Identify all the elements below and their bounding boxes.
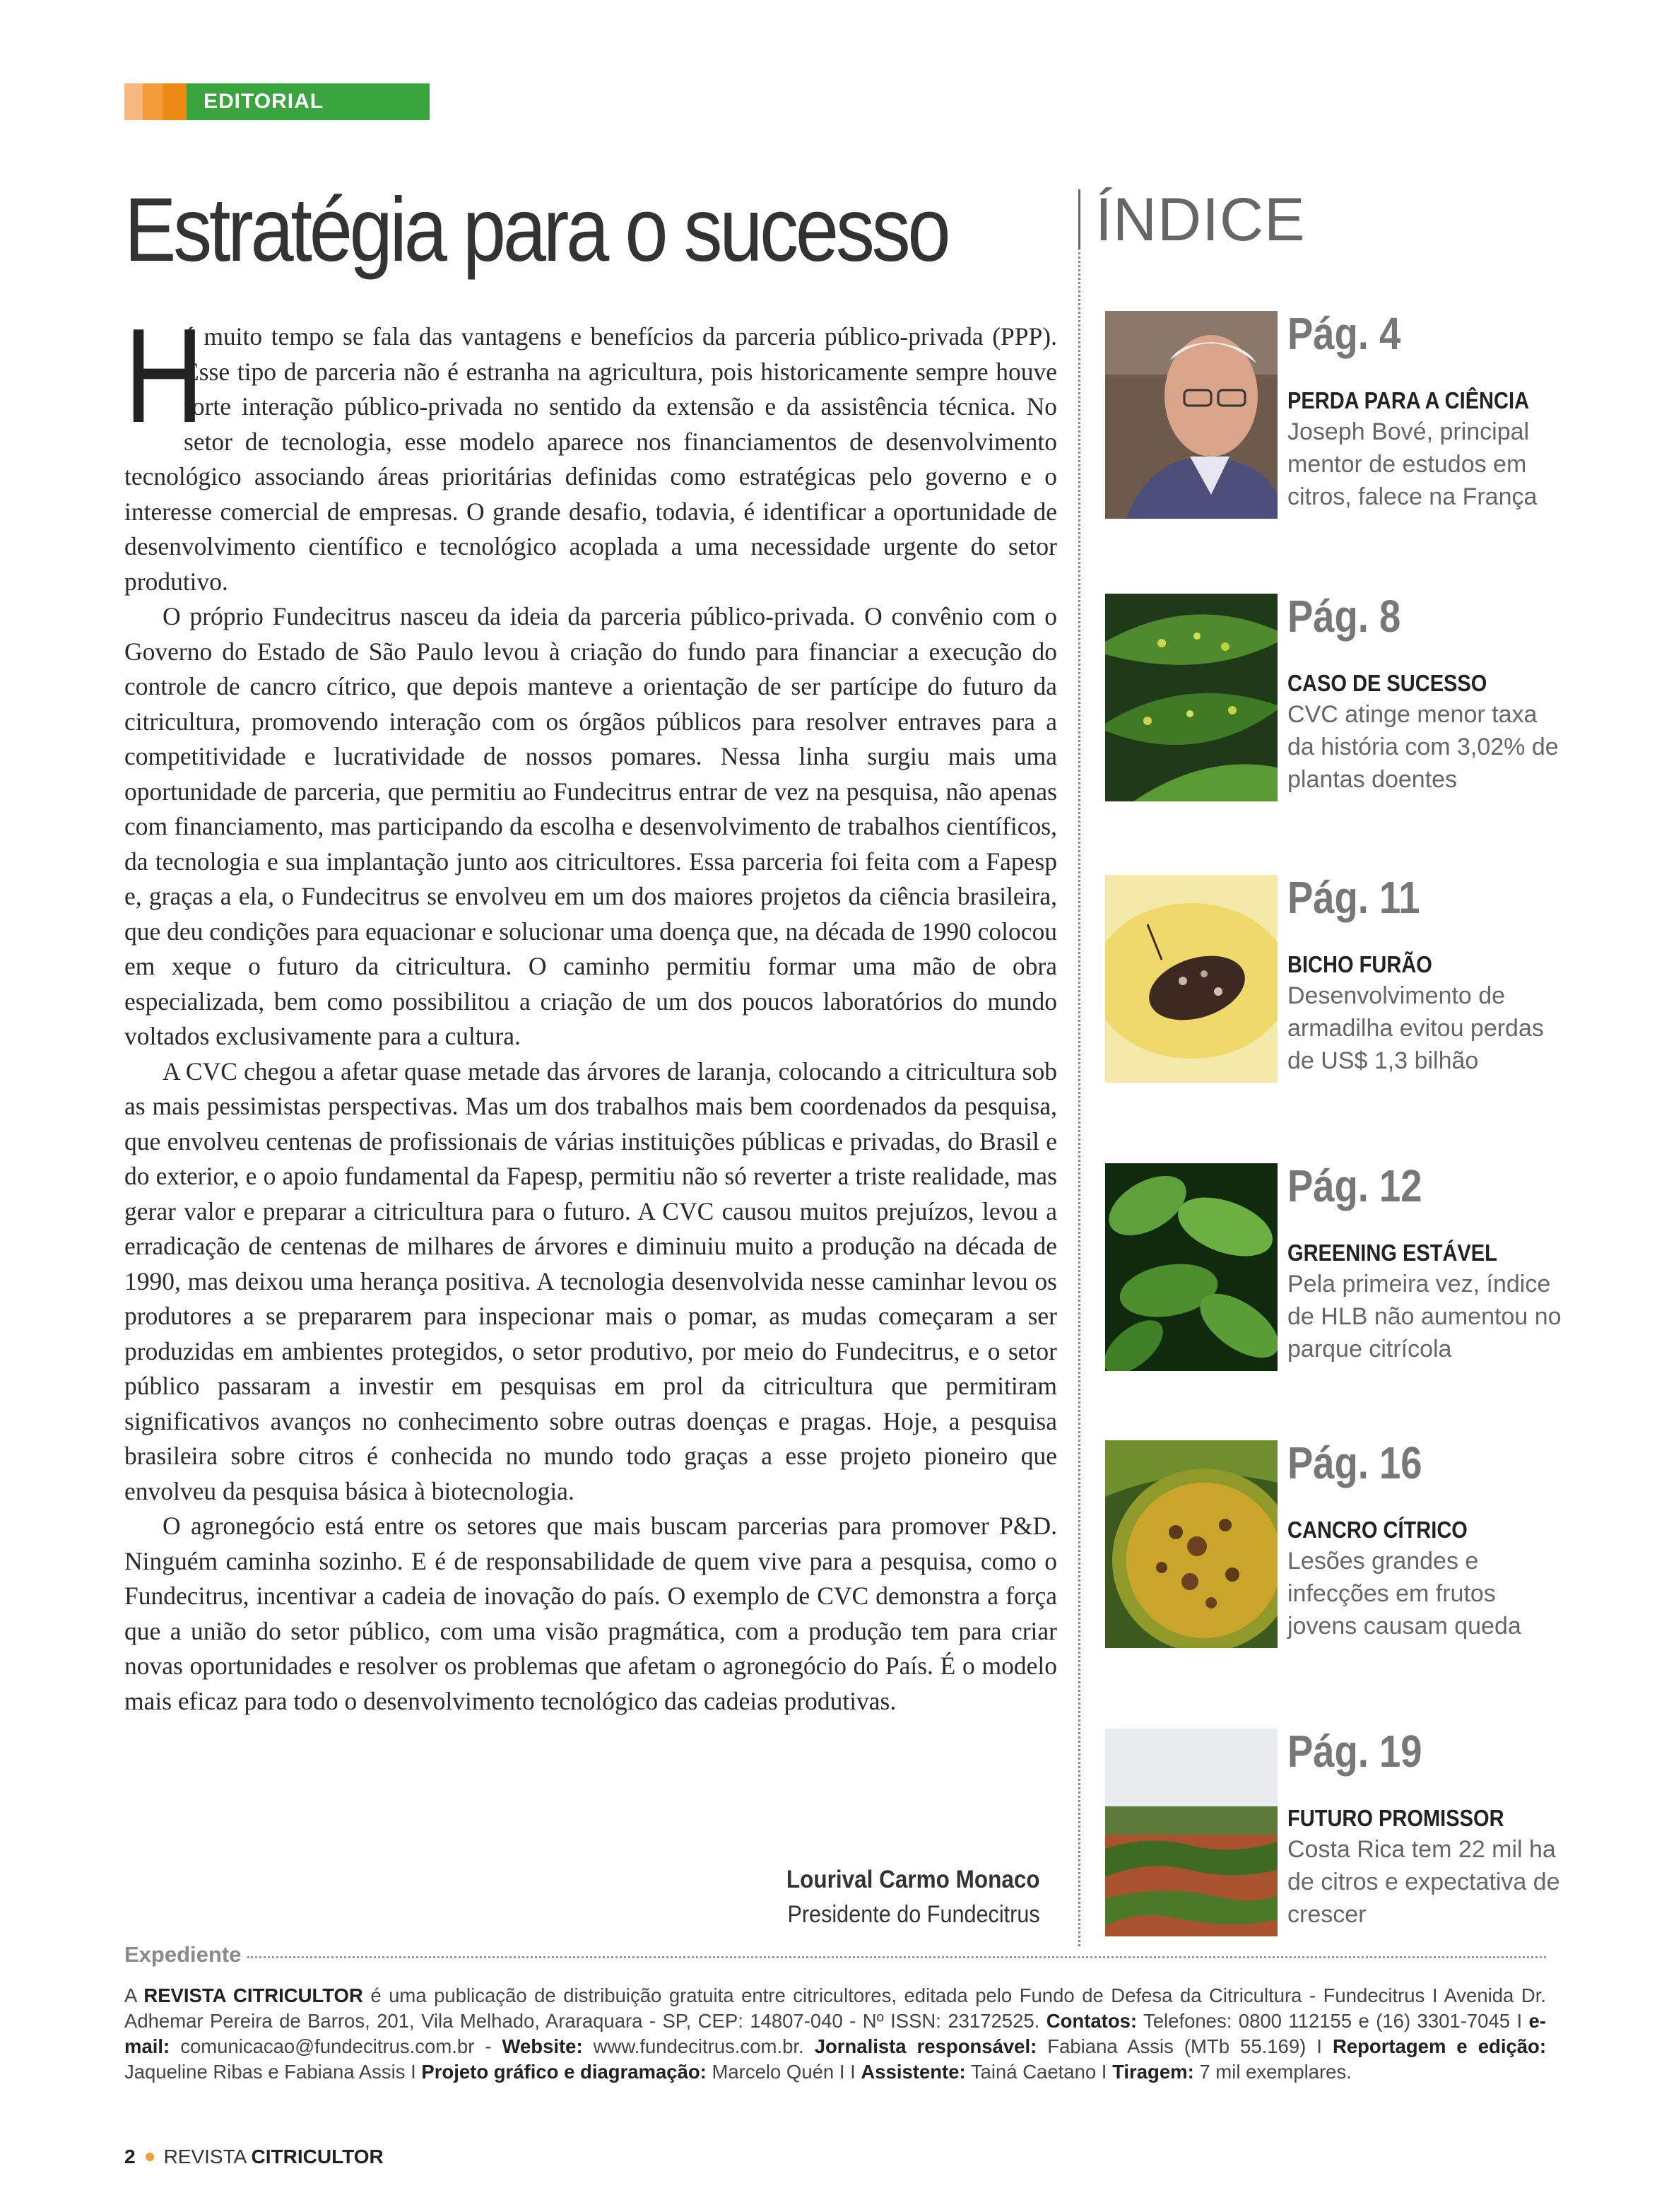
magazine-name [164, 2146, 384, 2168]
article-paragraph: A CVC chegou a afetar quase metade das árvores de laranja, colocando a citricultura sob as mais pessimistas perspectivas. Mas um dos trabalhos mais bem coordenados da pesquisa, que envolveu centenas de profissionais de várias instituições públicas e privadas, do Brasil e do exterior, e o apoio fundamental da Fapesp, permitiu não só reverter a triste realidade, mas gerar valor e preparar a citricultura para o futuro. A CVC causou muitos prejuízos, levou a erradicação de centenas de milhares de árvores e diminuiu muito a produção na década de 1990, mas deixou uma herança positiva. A tecnologia desenvolvida nesse caminhar levou os produtores a se prepararem para inspecionar mais o pomar, as mudas começaram a ser produzidas em ambientes protegidos, o setor produtivo, por meio do Fundecitrus, e o setor público passaram a investir em pesquisas em prol da citricultura que permitiram significativos avanços no conhecimento sobre outras doenças e pragas. Hoje, a pesquisa brasileira sobre citros é conhecida no mundo todo graças a esse projeto pioneiro que envolveu da pesquisa básica à biotecnologia. [124, 1057, 1057, 1505]
expediente-bold: Tiragem: [1112, 2061, 1194, 2083]
expediente-bold: Jornalista responsável: [814, 2035, 1037, 2057]
index-entry-text [1287, 308, 1570, 513]
leaf-photo-icon [1105, 594, 1278, 801]
index-description: Pela primeira vez, índice de HLB não aumentou no parque citrícola [1287, 1271, 1562, 1363]
page-footer [124, 2146, 384, 2168]
expediente-bold: Contatos: [1046, 2010, 1138, 2032]
expediente-segment: Telefones: 0800 112155 e (16) 3301-7045 I [1137, 2010, 1529, 2032]
article-paragraph: O próprio Fundecitrus nasceu da ideia da parceria público-privada. O convênio com o Governo do Estado de São Paulo levou à criação do fundo para financiar a execução do controle de cancro cítrico, que depois manteve a orientação de ser partícipe do futuro da citricultura, promovendo interação com os órgãos públicos para resolver entraves para a competitividade e lucratividade de nossos pomares. Nessa linha surgiu mais uma oportunidade de parceria, que permitiu ao Fundecitrus entrar de vez na pesquisa, não apenas com financiamento, mas participando da escolha e desenvolvimento de trabalhos científicos, da tecnologia e sua implantação junto aos citricultores. Essa parceria foi feita com a Fapesp e, graças a ela, o Fundecitrus se envolveu em um dos maiores projetos da ciência brasileira, que deu condições para equacionar e solucionar uma doença que, na década de 1990 colocou em xeque o futuro da citricultura. O caminho permitiu formar uma mão de obra especializada, bem como possibilitou a criação de um dos poucos laboratórios do mundo voltados exclusivamente para a cultura. [124, 602, 1057, 1050]
section-tag [124, 83, 430, 120]
index-entry-text [1287, 1437, 1570, 1642]
index-description: Joseph Bové, principal mentor de estudos em citros, falece na França [1287, 418, 1538, 510]
index-page-number: Pág. 19 [1287, 1726, 1422, 1777]
expediente-bold: Projeto gráfico e diagramação: [421, 2061, 707, 2083]
article-paragraph: á muito tempo se fala das vantagens e benefícios da parceria público-privada (PPP). Esse tipo de parceria não é estranha na agricultura, pois historicamente sempre houve forte interação público-privada no sentido da extensão e da assistência técnica. No setor de tecnologia, esse modelo aparece nos financiamentos de desenvolvimento tecnológico associando áreas prioritárias definidas como estratégicas pelo governo e o interesse comercial de empresas. O grande desafio, todavia, é identificar a oportunidade de desenvolvimento científico e tecnológico acoplada a uma necessidade urgente do setor produtivo. [124, 322, 1057, 596]
tag-stripe [163, 83, 187, 120]
index-category: BICHO FURÃO [1287, 951, 1432, 977]
expediente-segment: Marcelo Quén I I [706, 2061, 861, 2083]
index-description: CVC atinge menor taxa da história com 3,02% de plantas doentes [1287, 701, 1559, 793]
bullet-dot-icon [146, 2153, 154, 2161]
expediente-divider [247, 1956, 1546, 1958]
index-entry-text [1287, 1726, 1570, 1931]
index-title: ÍNDICE [1095, 186, 1306, 254]
expediente-website[interactable]: www.fundecitrus.com.br. [582, 2035, 815, 2057]
index-description: Desenvolvimento de armadilha evitou perdas de US$ 1,3 bilhão [1287, 982, 1544, 1074]
magazine-title: CITRICULTOR [251, 2146, 384, 2167]
expediente-email[interactable]: comunicacao@fundecitrus.com.br - [170, 2035, 502, 2057]
index-description: Lesões grandes e infecções em frutos jovens causam queda [1287, 1548, 1521, 1640]
expediente-segment: é uma publicação de distribuição gratuita entre citricultores, editada pelo Fundo de Defesa da Citricultura - Fundecitrus I Avenida Dr. Adhemar Pereira de Barros, 201, Vila Melhado, Araraquara - SP, CEP: 14807-040 - Nº ISSN: 23172525. [124, 1984, 1546, 2032]
index-page-number: Pág. 12 [1287, 1160, 1422, 1211]
author-signature [758, 1866, 1040, 1929]
expediente-text [124, 1983, 1546, 2085]
author-name: Lourival Carmo Monaco [786, 1866, 1040, 1893]
index-page-number: Pág. 11 [1287, 872, 1420, 923]
drop-cap: H [124, 301, 204, 451]
expediente-bold: REVISTA CITRICULTOR [143, 1984, 363, 2006]
expediente-segment: Jaqueline Ribas e Fabiana Assis I [124, 2061, 422, 2083]
index-page-number: Pág. 8 [1287, 591, 1401, 642]
expediente-segment: A [124, 1984, 144, 2006]
page-number: 2 [124, 2146, 136, 2167]
index-category: CANCRO CÍTRICO [1287, 1517, 1468, 1543]
expediente-label: Expediente [124, 1942, 242, 1967]
expediente-segment: Tainá Caetano I [965, 2061, 1113, 2083]
index-divider-accent [1078, 189, 1080, 249]
index-category: PERDA PARA A CIÊNCIA [1287, 387, 1530, 413]
index-entry-text [1287, 1160, 1570, 1365]
author-title: Presidente do Fundecitrus [787, 1901, 1040, 1928]
expediente-bold: Reportagem e edição: [1332, 2035, 1547, 2057]
index-entry-text [1287, 591, 1570, 796]
diseased-fruit-photo-icon [1105, 1440, 1278, 1648]
section-tag-label: EDITORIAL [187, 83, 430, 120]
expediente-segment: 7 mil exemplares. [1193, 2061, 1352, 2083]
expediente-bold: Website: [502, 2035, 583, 2057]
tag-stripe [124, 83, 143, 120]
index-page-number: Pág. 4 [1287, 308, 1401, 359]
expediente-bold: e-mail: [124, 2010, 1546, 2057]
expediente-bold: Assistente: [861, 2061, 966, 2083]
index-divider [1078, 189, 1080, 1946]
orchard-photo-icon [1105, 1729, 1278, 1936]
expediente-segment: Fabiana Assis (MTb 55.169) I [1037, 2035, 1333, 2057]
index-description: Costa Rica tem 22 mil ha de citros e expectativa de crescer [1287, 1836, 1560, 1928]
article-paragraph: O agronegócio está entre os setores que mais buscam parcerias para promover P&D. Ninguém caminha sozinho. E é de responsabilidade de quem vive para a pesquisa, como o Fundecitrus, incentivar a cadeia de inovação do país. O exemplo de CVC demonstra a força que a união do setor público, com uma visão pragmática, com a produção tem para criar novas oportunidades e resolver os problemas que afetam o agronegócio do País. É o modelo mais eficaz para todo o desenvolvimento tecnológico das cadeias produtivas. [124, 1512, 1057, 1715]
index-category: FUTURO PROMISSOR [1287, 1805, 1504, 1831]
editorial-article [124, 301, 1057, 1719]
index-page-number: Pág. 16 [1287, 1437, 1422, 1488]
tag-stripe [143, 83, 163, 120]
index-category: CASO DE SUCESSO [1287, 670, 1487, 696]
page-title: Estratégia para o sucesso [124, 180, 948, 281]
magazine-prefix: REVISTA [163, 2146, 246, 2167]
index-category: GREENING ESTÁVEL [1287, 1240, 1497, 1266]
moth-photo-icon [1105, 875, 1278, 1083]
portrait-photo-icon [1105, 311, 1278, 519]
index-entry-text [1287, 872, 1570, 1077]
citrus-leaves-photo-icon [1105, 1163, 1278, 1371]
